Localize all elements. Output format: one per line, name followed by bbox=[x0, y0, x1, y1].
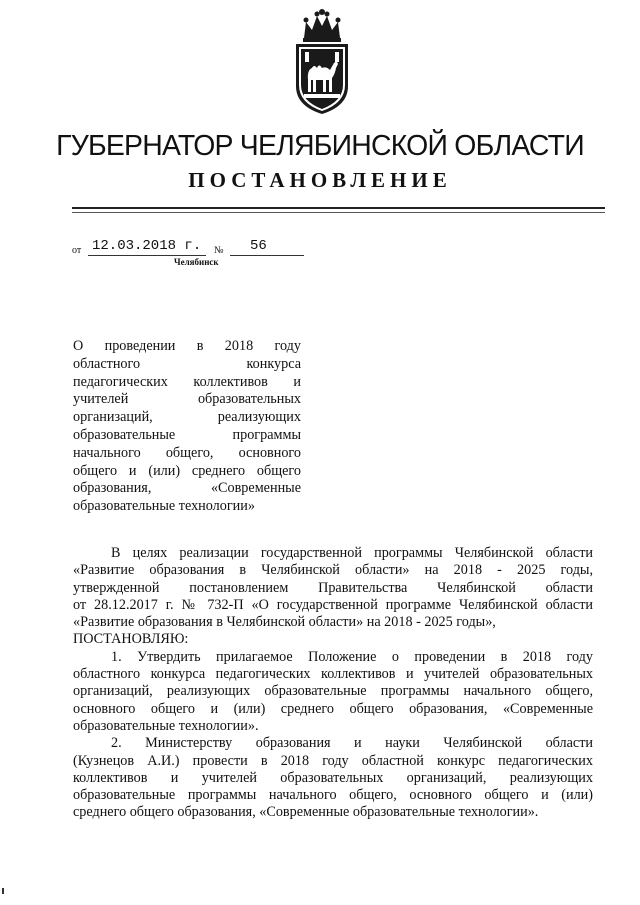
subject-line: учителей образовательных bbox=[73, 391, 301, 408]
item-1-line: основного общего и (или) среднего общего образования, «Современные bbox=[73, 700, 593, 717]
subject-line: областного конкурса bbox=[73, 355, 301, 372]
subject-line: образования, «Современные bbox=[73, 480, 301, 497]
item-2-line: (Кузнецов А.И.) провести в 2018 году областной конкурс педагогических bbox=[73, 752, 593, 769]
issuer-title: ГУБЕРНАТОР ЧЕЛЯБИНСКОЙ ОБЛАСТИ bbox=[56, 130, 584, 162]
body-line: «Развитие образования в Челябинской области» на 2018 - 2025 годы, bbox=[73, 562, 593, 579]
chelyabinsk-coat-of-arms-icon bbox=[290, 8, 354, 116]
document-body bbox=[73, 545, 593, 822]
subject-line: начального общего, основного bbox=[73, 444, 301, 461]
resolution-keyword: ПОСТАНОВЛЯЮ: bbox=[73, 631, 189, 648]
item-2-line: коллективов и учителей образовательных организаций, реализующих bbox=[73, 769, 593, 786]
subject-line: О проведении в 2018 году bbox=[73, 338, 301, 354]
subject-line: образовательные технологии» bbox=[73, 498, 255, 515]
item-2-line: среднего общего образования, «Современные образовательные технологии». bbox=[73, 804, 539, 821]
body-line: «Развитие образования в Челябинской области» на 2018 - 2025 годы», bbox=[73, 614, 496, 631]
header-rule-thin bbox=[72, 212, 605, 213]
number-label: № bbox=[214, 245, 224, 256]
document-city: Челябинск bbox=[174, 257, 219, 267]
document-subject bbox=[73, 338, 301, 516]
body-line: утвержденной постановлением Правительства Челябинской области bbox=[73, 579, 593, 596]
date-label: от bbox=[72, 245, 82, 256]
date-underline bbox=[88, 255, 206, 256]
subject-line: педагогических коллективов и bbox=[73, 373, 301, 390]
document-date: 12.03.2018 г. bbox=[92, 238, 202, 254]
document-type: ПОСТАНОВЛЕНИЕ bbox=[188, 168, 452, 192]
body-line: от 28.12.2017 г. № 732-П «О государственной программе Челябинской области bbox=[73, 596, 593, 613]
number-underline bbox=[230, 255, 304, 256]
scan-margin-mark bbox=[2, 888, 4, 894]
item-1-line: организаций, реализующих образовательные программы начального общего, bbox=[73, 683, 593, 700]
header-rule-thick bbox=[72, 207, 605, 209]
subject-line: общего и (или) среднего общего bbox=[73, 462, 301, 479]
subject-line: организаций, реализующих bbox=[73, 409, 301, 426]
document-number: 56 bbox=[250, 238, 267, 254]
body-line: В целях реализации государственной программы Челябинской области bbox=[111, 545, 593, 561]
item-1-line: областного конкурса педагогических коллективов и учителей образовательных bbox=[73, 666, 593, 683]
item-2-line: 2. Министерству образования и науки Челябинской области bbox=[111, 735, 593, 752]
item-2-line: образовательные программы начального общего, основного общего и (или) bbox=[73, 787, 593, 804]
subject-line: образовательные программы bbox=[73, 426, 301, 443]
item-1-line: 1. Утвердить прилагаемое Положение о проведении в 2018 году bbox=[111, 648, 593, 665]
item-1-line: образовательные технологии». bbox=[73, 717, 259, 734]
